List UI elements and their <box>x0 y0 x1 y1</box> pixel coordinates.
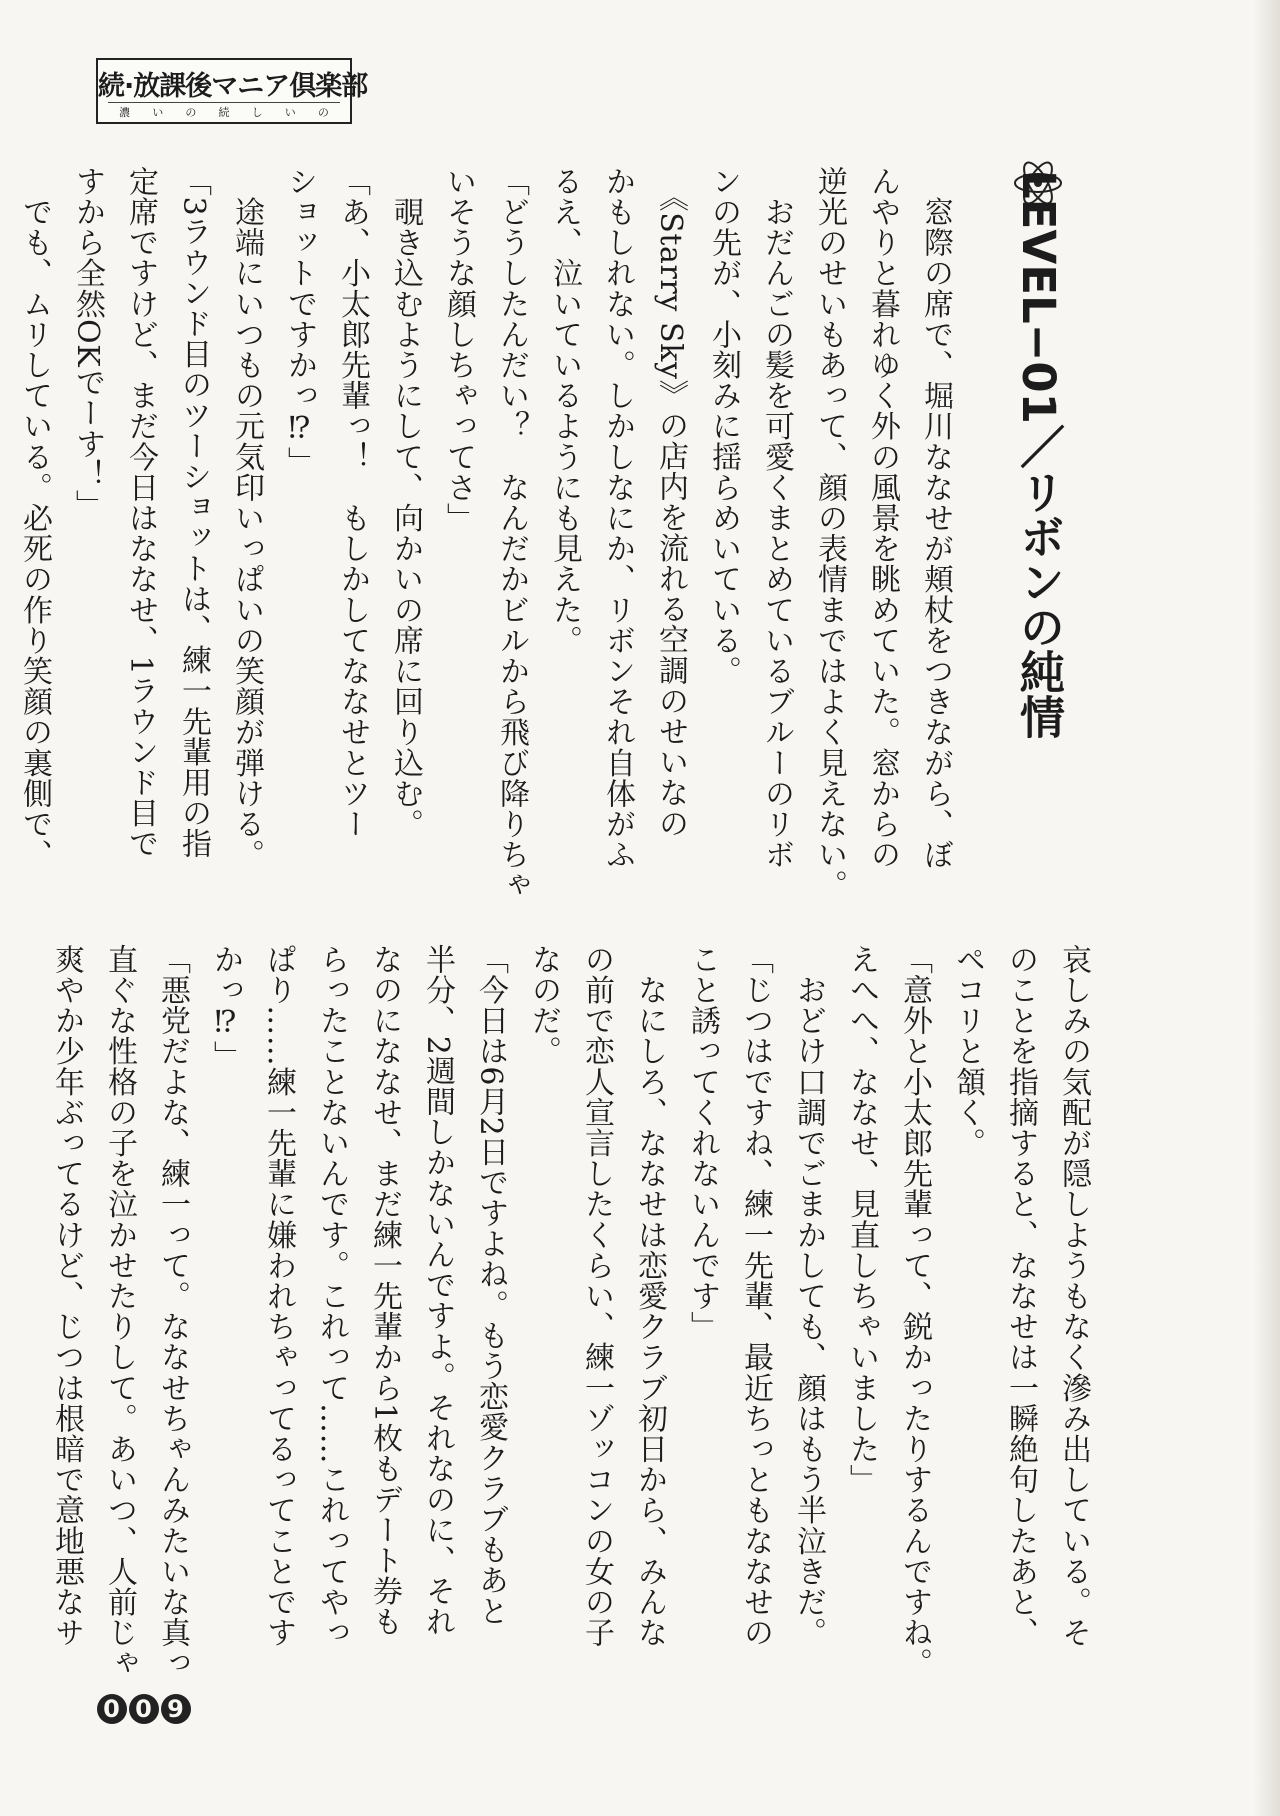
subtitle-char: 濃 <box>119 106 131 119</box>
text-line: おどけ口調でごまかしても、顔はもう半泣きだ。 <box>791 944 826 1648</box>
page-number-digit: 0 <box>129 1694 159 1724</box>
text-line: いそうな顔しちゃってさ」 <box>441 166 476 534</box>
text-line: ショットですかっ⁉」 <box>282 166 317 477</box>
text-line: 定席ですけど、まだ今日はななせ、1ラウンド目で <box>123 166 158 859</box>
subtitle-char: し <box>251 106 263 119</box>
text-line: 爽やか少年ぶってるけど、じつは根暗で意地悪なサ <box>49 944 84 1648</box>
text-line: 《Starry Sky》の店内を流れる空調のせいなの <box>653 166 688 839</box>
chapter-heading: LEVEL−01／リボンの純情 <box>1012 170 1065 739</box>
text-line: なのだ。 <box>526 944 561 1067</box>
text-line: かっ⁉」 <box>208 944 243 1072</box>
subtitle-char: い <box>152 106 164 119</box>
page-number-digit: 9 <box>161 1694 191 1724</box>
text-line: の前で恋人宣言したくらい、練一ゾッコンの女の子 <box>579 944 614 1648</box>
text-line: すから全然OKでーす！」 <box>70 166 105 521</box>
page-number-digit: 0 <box>97 1694 127 1724</box>
text-line: 覗き込むようにして、向かいの席に回り込む。 <box>388 166 423 840</box>
text-line: 「どうしたんだい？ なんだかビルから飛び降りちゃ <box>494 166 529 901</box>
text-line: ペコリと頷く。 <box>950 944 985 1159</box>
text-line: なにしろ、ななせは恋愛クラブ初日から、みんな <box>632 944 667 1648</box>
text-line: んやりと暮れゆく外の風景を眺めていた。窓からの <box>865 166 900 870</box>
text-line: 直ぐな性格の子を泣かせたりして。あいつ、人前じゃ <box>102 944 137 1679</box>
body-text-upper <box>17 166 962 901</box>
text-line: 「あ、小太郎先輩っ！ もしかしてななせとツー <box>335 166 370 840</box>
subtitle-char: 続 <box>218 106 230 119</box>
text-line: 途端にいつもの元気印いっぱいの笑顔が弾ける。 <box>229 166 264 870</box>
body-text-lower <box>49 944 1100 1679</box>
text-line: 逆光のせいもあって、顔の表情まではよく見えない。 <box>812 166 847 901</box>
book-title: 続·放課後マニア倶楽部 <box>98 71 368 102</box>
running-header <box>96 58 368 124</box>
text-line: ンの先が、小刻みに揺らめいている。 <box>706 166 741 687</box>
page-number <box>97 1690 193 1725</box>
text-line: かもしれない。しかしなにか、リボンそれ自体がふ <box>600 166 635 870</box>
text-line: 「悪党だよな、練一って。ななせちゃんみたいな真っ <box>155 944 190 1679</box>
text-line: でも、ムリしている。必死の作り笑顔の裏側で、 <box>17 166 52 870</box>
text-line: のことを指摘すると、ななせは一瞬絶句したあと、 <box>1003 944 1038 1648</box>
text-line: 「今日は6月2日ですよね。もう恋愛クラブもあと <box>473 944 508 1626</box>
text-line: ぱり……練一先輩に嫌われちゃってるってことです <box>261 944 296 1648</box>
text-line: るえ、泣いているようにも見えた。 <box>547 166 582 656</box>
page-edge-shadow <box>1254 0 1280 1816</box>
text-line: 「じつはですね、練一先輩、最近ちっともななせの <box>738 944 773 1648</box>
subtitle-char: い <box>284 106 296 119</box>
text-line: 「3ラウンド目のツーショットは、練一先輩用の指 <box>176 166 211 859</box>
text-line: 半分、2週間しかないんですよ。それなのに、それ <box>420 944 455 1637</box>
subtitle-char: の <box>185 106 197 119</box>
text-line: おだんごの髪を可愛くまとめているブルーのリボ <box>759 166 794 870</box>
text-line: なのにななせ、まだ練一先輩から1枚もデート券も <box>367 944 402 1637</box>
text-line: 「意外と小太郎先輩って、鋭かったりするんですね。 <box>897 944 932 1679</box>
text-line: らったことないんです。これって……これってやっ <box>314 944 349 1648</box>
book-subtitle <box>108 102 340 119</box>
subtitle-char: の <box>317 106 329 119</box>
text-line: 哀しみの気配が隠しようもなく滲み出している。そ <box>1056 944 1091 1648</box>
text-line: 窓際の席で、堀川ななせが頬杖をつきながら、ぼ <box>918 166 953 870</box>
text-line: えへへ、ななせ、見直しちゃいました」 <box>844 944 879 1495</box>
text-line: こと誘ってくれないんです」 <box>685 944 720 1342</box>
